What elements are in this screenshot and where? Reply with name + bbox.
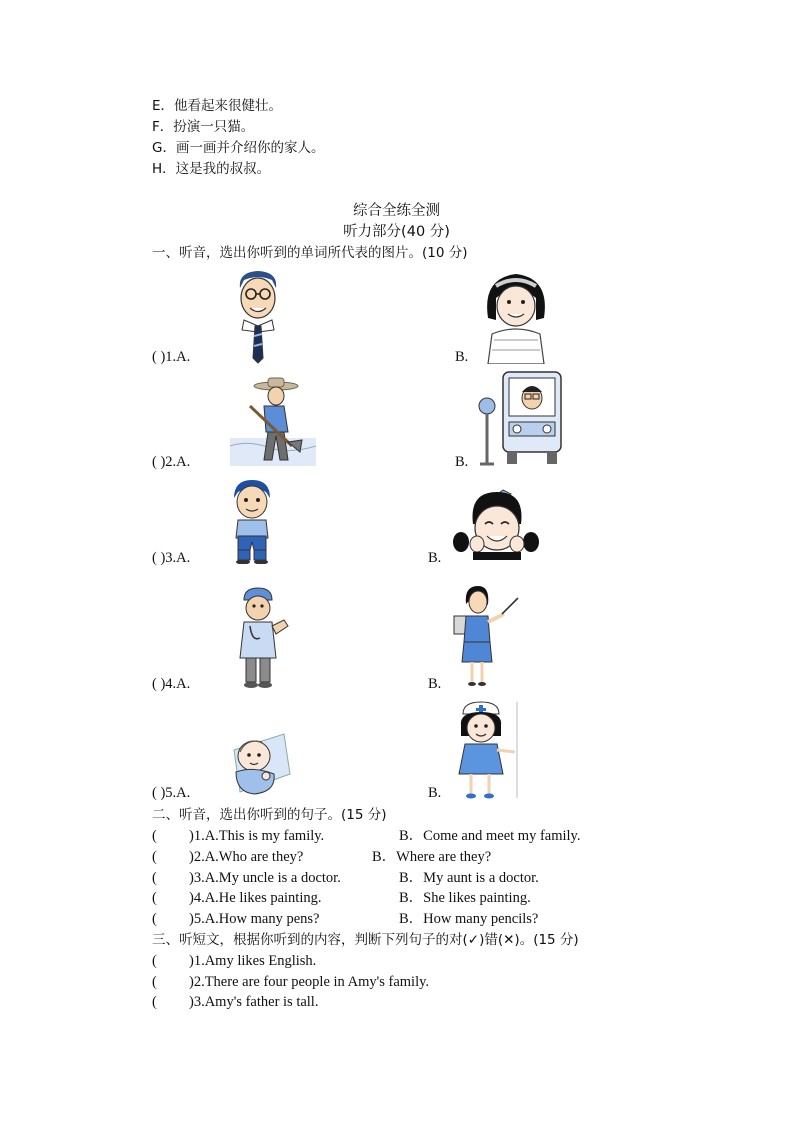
s2-item4-b: B．She likes painting. [399,890,531,906]
girl-with-pigtails-icon [453,484,539,560]
nurse-icon [451,700,519,800]
s3-item1-text: )1.Amy likes English. [189,953,317,969]
bus-driver-icon [477,370,563,466]
s2-item2-a: )2.A.Who are they? [189,849,304,865]
s1-item4-b: B. [428,676,442,692]
section3-heading: 三、听短文，根据你听到的内容，判断下列句子的对(✓)错(✕)。(15 分) [152,932,579,948]
teacher-with-pointer-icon [448,584,520,688]
prev-item-h: H．这是我的叔叔。 [152,161,271,177]
s1-item1-label: ( )1.A. [152,349,191,365]
prev-item-g: G．画一画并介绍你的家人。 [152,140,325,156]
s2-item1-paren: ( [152,828,157,844]
doctor-icon [234,586,290,690]
s3-item2-paren: ( [152,974,157,990]
s2-item4-paren: ( [152,890,157,906]
page-subtitle: 听力部分(40 分) [343,224,450,240]
farmer-with-hoe-icon [230,376,316,466]
s2-item1-a: )1.A.This is my family. [189,828,325,844]
s1-item4-label: ( )4.A. [152,676,191,692]
girl-with-headband-icon [478,268,554,364]
s2-item1-b: B．Come and meet my family. [399,828,581,844]
s2-item5-a: )5.A.How many pens? [189,911,320,927]
prev-item-f: F．扮演一只猫。 [152,119,255,135]
section2-heading: 二、听音，选出你听到的句子。(15 分) [152,807,387,823]
s3-item2-text: )2.There are four people in Amy's family. [189,974,430,990]
s1-item5-b: B. [428,785,442,801]
s2-item2-paren: ( [152,849,157,865]
s2-item5-paren: ( [152,911,157,927]
s1-item5-label: ( )5.A. [152,785,191,801]
s1-item3-label: ( )3.A. [152,550,191,566]
s2-item4-a: )4.A.He likes painting. [189,890,322,906]
s2-item3-paren: ( [152,870,157,886]
s1-item1-b: B. [455,349,469,365]
s1-item2-b: B. [455,454,469,470]
man-with-glasses-icon [228,268,288,364]
boy-in-overalls-icon [228,478,276,564]
s2-item2-b: B．Where are they? [372,849,492,865]
s2-item5-b: B．How many pencils? [399,911,539,927]
s1-item3-b: B. [428,550,442,566]
prev-item-e: E．他看起来很健壮。 [152,98,283,114]
s3-item3-text: )3.Amy's father is tall. [189,994,319,1010]
s1-item2-label: ( )2.A. [152,454,191,470]
section1-heading: 一、听音，选出你听到的单词所代表的图片。(10 分) [152,245,468,261]
s3-item1-paren: ( [152,953,157,969]
s2-item3-a: )3.A.My uncle is a doctor. [189,870,341,886]
s3-item3-paren: ( [152,994,157,1010]
s2-item3-b: B．My aunt is a doctor. [399,870,539,886]
baby-icon [228,730,292,798]
page-title: 综合全练全测 [353,203,440,219]
